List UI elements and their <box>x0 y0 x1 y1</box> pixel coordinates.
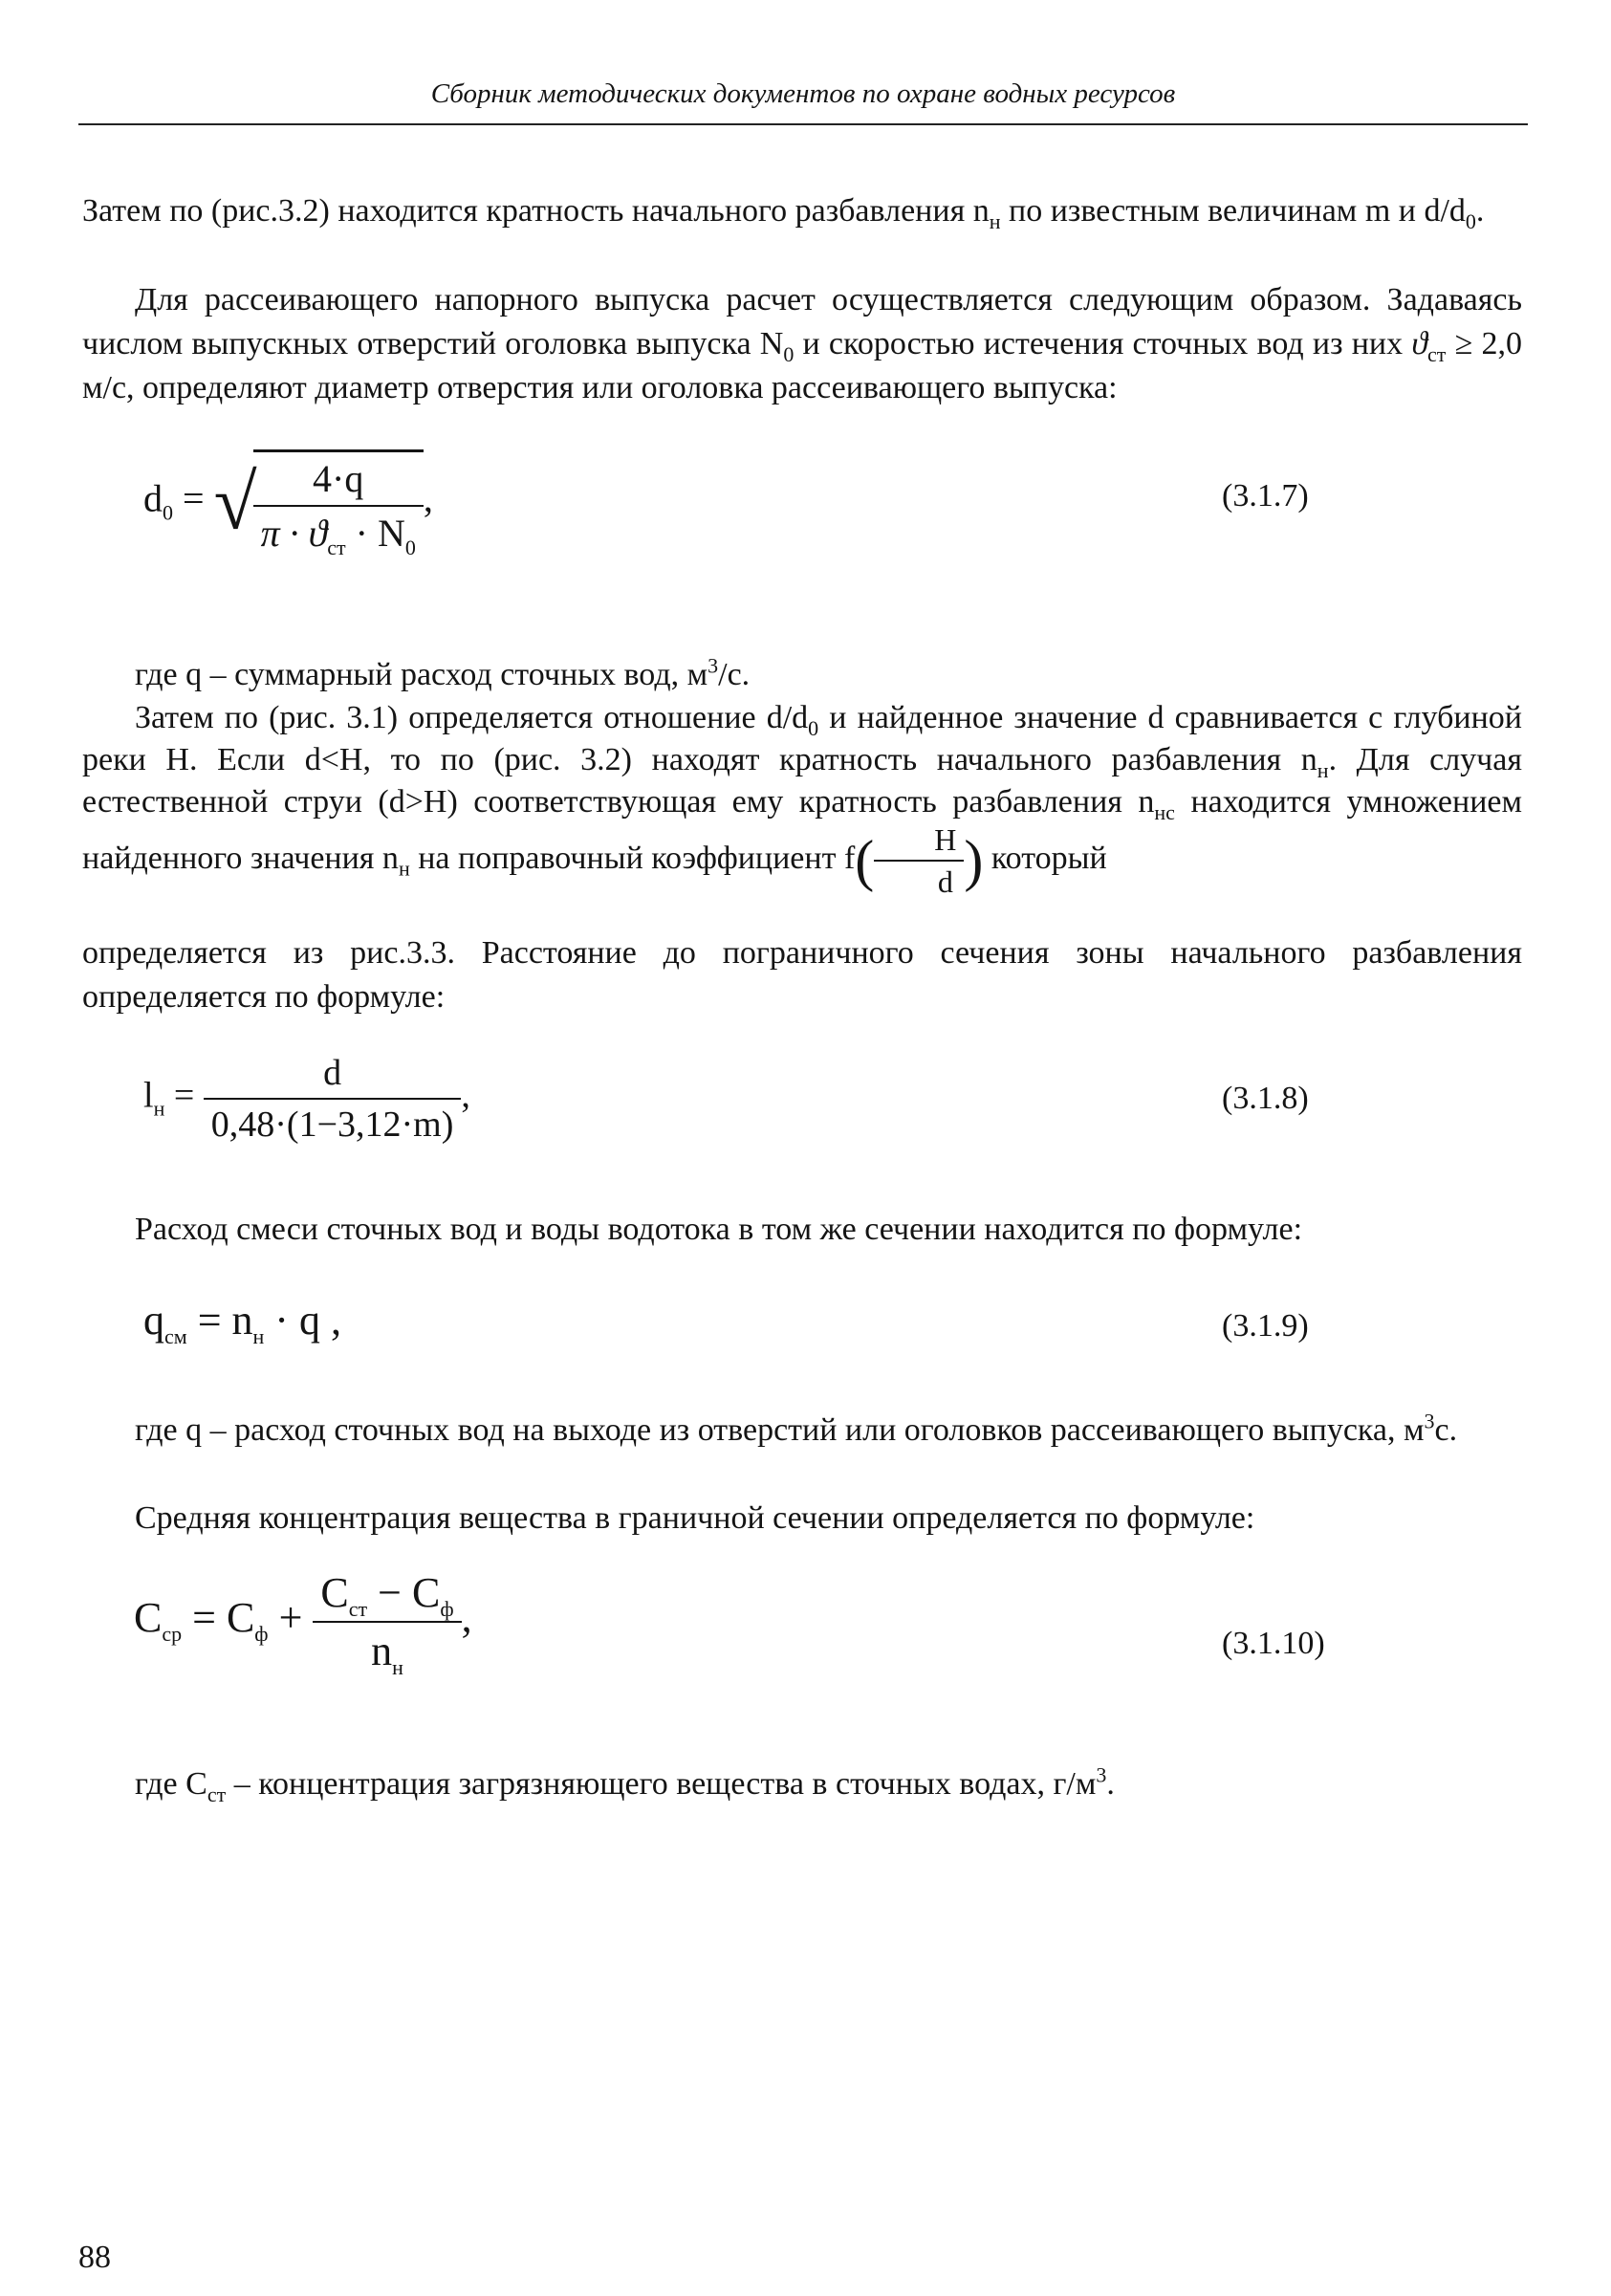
equation-number-3-1-9: (3.1.9) <box>1222 1308 1309 1344</box>
equation-3-1-7: $d_0$ = √ $\frac{4\cdot q}{\pi \cdot ϑ_{ст} \cdot N_0}$ , <box>143 449 433 556</box>
paragraph-5: определяется из рис.3.3. Расстояние до пограничного сечения зоны начального разбавления определяется по формуле: <box>82 935 1522 1015</box>
paragraph-8: Средняя концентрация вещества в граничной сечении определяется по формуле: <box>135 1500 1255 1536</box>
page-number: 88 <box>78 2240 111 2275</box>
paragraph-7: где q – расход сточных вод на выходе из отверстий или оголовков рассеивающего выпуска, $м^3с$. <box>135 1409 1458 1448</box>
running-header: Сборник методических документов по охране водных ресурсов <box>430 78 1176 109</box>
paragraph-4: Затем по (рис. 3.1) определяется отношение $d/d_0$ и найденное значение d сравнивается с глубиной реки H. Если d<H, то по (рис. 3.2) находят кратность начального разбавления $n_н$. Для случая естественной струи (d>H) соответствующая ему кратность разбавления $n_{нс}$ находится умножением найденного значения $n_н$ на поправочный коэффициент f( $\frac{H}{d}$ ) который <box>82 700 1522 899</box>
equation-number-3-1-10: (3.1.10) <box>1222 1626 1325 1661</box>
paragraph-2: Для рассеивающего напорного выпуска расчет осуществляется следующим образом. Задаваясь числом выпускных отверстий оголовка выпуска $N_0$ и скоростью истечения сточных вод из них $ϑ_{ст} \ge 2,0$ м/с, определяют диаметр отверстия или оголовка рассеивающего выпуска: <box>82 282 1522 405</box>
paragraph-1: Затем по (рис.3.2) находится кратность начального разбавления $n_н$ по известным величинам m и $d/d_0$. <box>82 193 1485 233</box>
equation-3-1-9: $q_{см} = n_н \cdot q$ , <box>143 1297 341 1348</box>
h-over-d-fraction: $\frac{H}{d}$ <box>874 823 964 898</box>
equation-number-3-1-7: (3.1.7) <box>1222 478 1309 514</box>
paragraph-6: Расход смеси сточных вод и воды водотока в том же сечении находится по формуле: <box>135 1212 1303 1247</box>
equation-3-1-10: $C_{ср} = C_ф$ + $\frac{C_{ст} - C_ф}{n_н}$ , <box>134 1569 472 1679</box>
paragraph-3: где q – суммарный расход сточных вод, $м^3/с$. <box>135 653 751 692</box>
fraction: $\frac{d}{0,48\cdot(1-3,12\cdot m)}$ <box>204 1052 462 1146</box>
equation-3-1-8: $l_н$ = $\frac{d}{0,48\cdot(1-3,12\cdot m)}$ , <box>143 1053 470 1145</box>
equation-number-3-1-8: (3.1.8) <box>1222 1081 1309 1116</box>
paragraph-9: где $C_{ст}$ – концентрация загрязняющего вещества в сточных водах, $г/м^3$. <box>135 1762 1115 1806</box>
header-rule <box>78 123 1528 125</box>
sqrt-fraction: $\frac{4\cdot q}{\pi \cdot ϑ_{ст} \cdot N_0}$ <box>253 449 424 556</box>
fraction: $\frac{C_{ст} - C_ф}{n_н}$ <box>313 1568 461 1675</box>
sqrt-sign: √ <box>213 458 257 546</box>
